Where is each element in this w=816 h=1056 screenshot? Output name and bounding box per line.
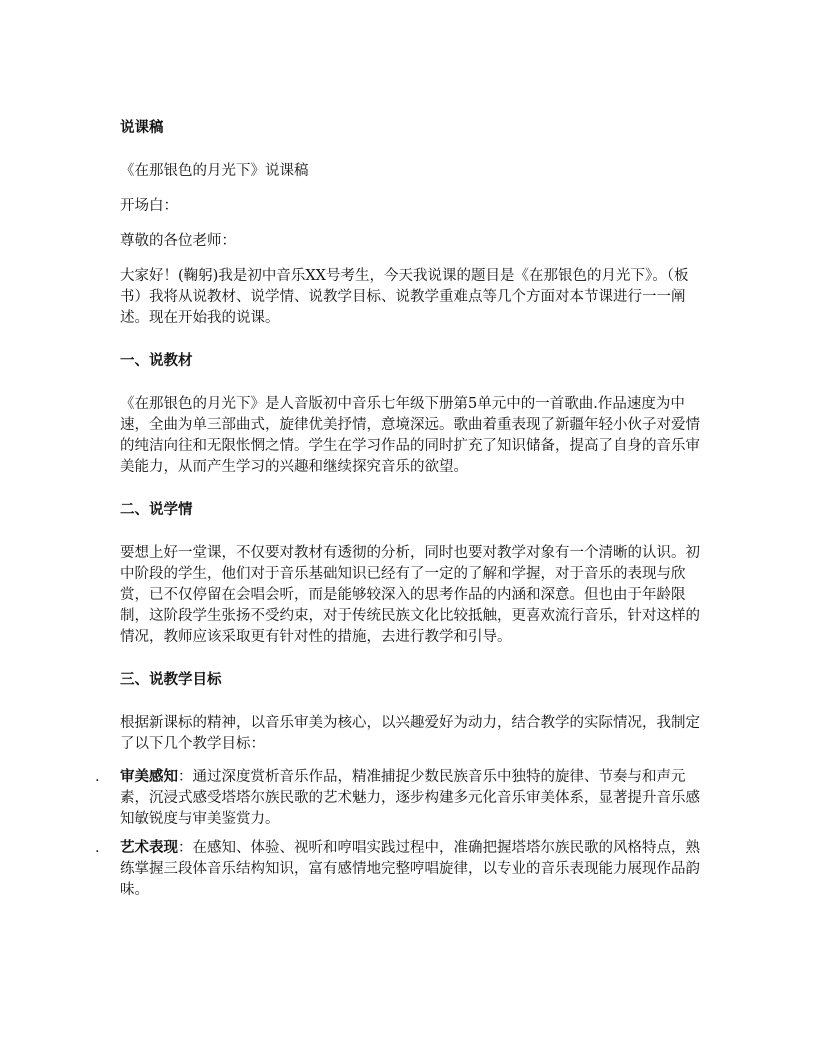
goal-term: 审美感知 bbox=[120, 769, 178, 785]
section-body-goals: 根据新课标的精神，以音乐审美为核心，以兴趣爱好为动力，结合教学的实际情况，我制定了以下几个教学目标： bbox=[120, 715, 700, 752]
bullet-marker: . bbox=[95, 840, 100, 856]
section-body-students: 要想上好一堂课，不仅要对教材有透彻的分析，同时也要对教学对象有一个清晰的认识。初中阶段的学生，他们对于音乐基础知识已经有了一定的了解和学握，对于音乐的表现与欣赏，已不仅停留在会唱会听，而是能够较深入的思考作品的内涵和深意。但也由于年龄限制，这阶段学生张扬不受约束，对于传统民族文化比较抵触，更喜欢流行音乐，针对这样的情况，教师应该采取更有针对性的措施，去进行教学和引导。 bbox=[120, 545, 700, 645]
lesson-title-line: 《在那银色的月光下》说课稿 bbox=[120, 163, 309, 179]
opening-label: 开场白： bbox=[120, 198, 178, 214]
section-body-textbook: 《在那银色的月光下》是人音版初中音乐七年级下册第5单元中的一首歌曲.作品速度为中速，全曲为单三部曲式，旋律优美抒情，意境深远。歌曲着重表现了新疆年轻小伙子对爱情的纯洁向往和无限怅惘之情。学生在学习作品的同时扩充了知识储备，提高了自身的音乐审美能力，从而产生学习的兴趣和继续探究音乐的欲望。 bbox=[120, 396, 700, 475]
document-title: 说课稿 bbox=[120, 120, 164, 136]
goal-text: ：在感知、体验、视听和哼唱实践过程中，准确把握塔塔尔族民歌的风格特点，熟练掌握三段体音乐结构知识，富有感情地完整哼唱旋律，以专业的音乐表现能力展现作品韵味。 bbox=[120, 840, 700, 898]
goal-list bbox=[95, 767, 702, 901]
section-heading-textbook: 一、说教材 bbox=[120, 353, 193, 369]
goal-term: 艺术表现 bbox=[120, 840, 178, 856]
document-content bbox=[95, 118, 702, 909]
salutation: 尊敬的各位老师： bbox=[120, 233, 236, 249]
goal-item-aesthetic bbox=[95, 767, 702, 830]
bullet-marker: . bbox=[95, 769, 100, 785]
goal-text: ：通过深度赏析音乐作品，精准捕捉少数民族音乐中独特的旋律、节奏与和声元素，沉浸式感受塔塔尔族民歌的艺术魅力，逐步构建多元化音乐审美体系，显著提升音乐感知敏锐度与审美鉴赏力。 bbox=[120, 769, 700, 827]
greeting-paragraph: 大家好！(鞠躬)我是初中音乐XX号考生，今天我说课的题目是《在那银色的月光下》。（板书）我将从说教材、说学情、说教学目标、说教学重难点等几个方面对本节课进行一一阐述。现在开始我的说课。 bbox=[120, 268, 689, 326]
section-heading-students: 二、说学情 bbox=[120, 502, 193, 518]
goal-item-performance bbox=[95, 838, 702, 901]
section-heading-goals: 三、说教学目标 bbox=[120, 672, 222, 688]
